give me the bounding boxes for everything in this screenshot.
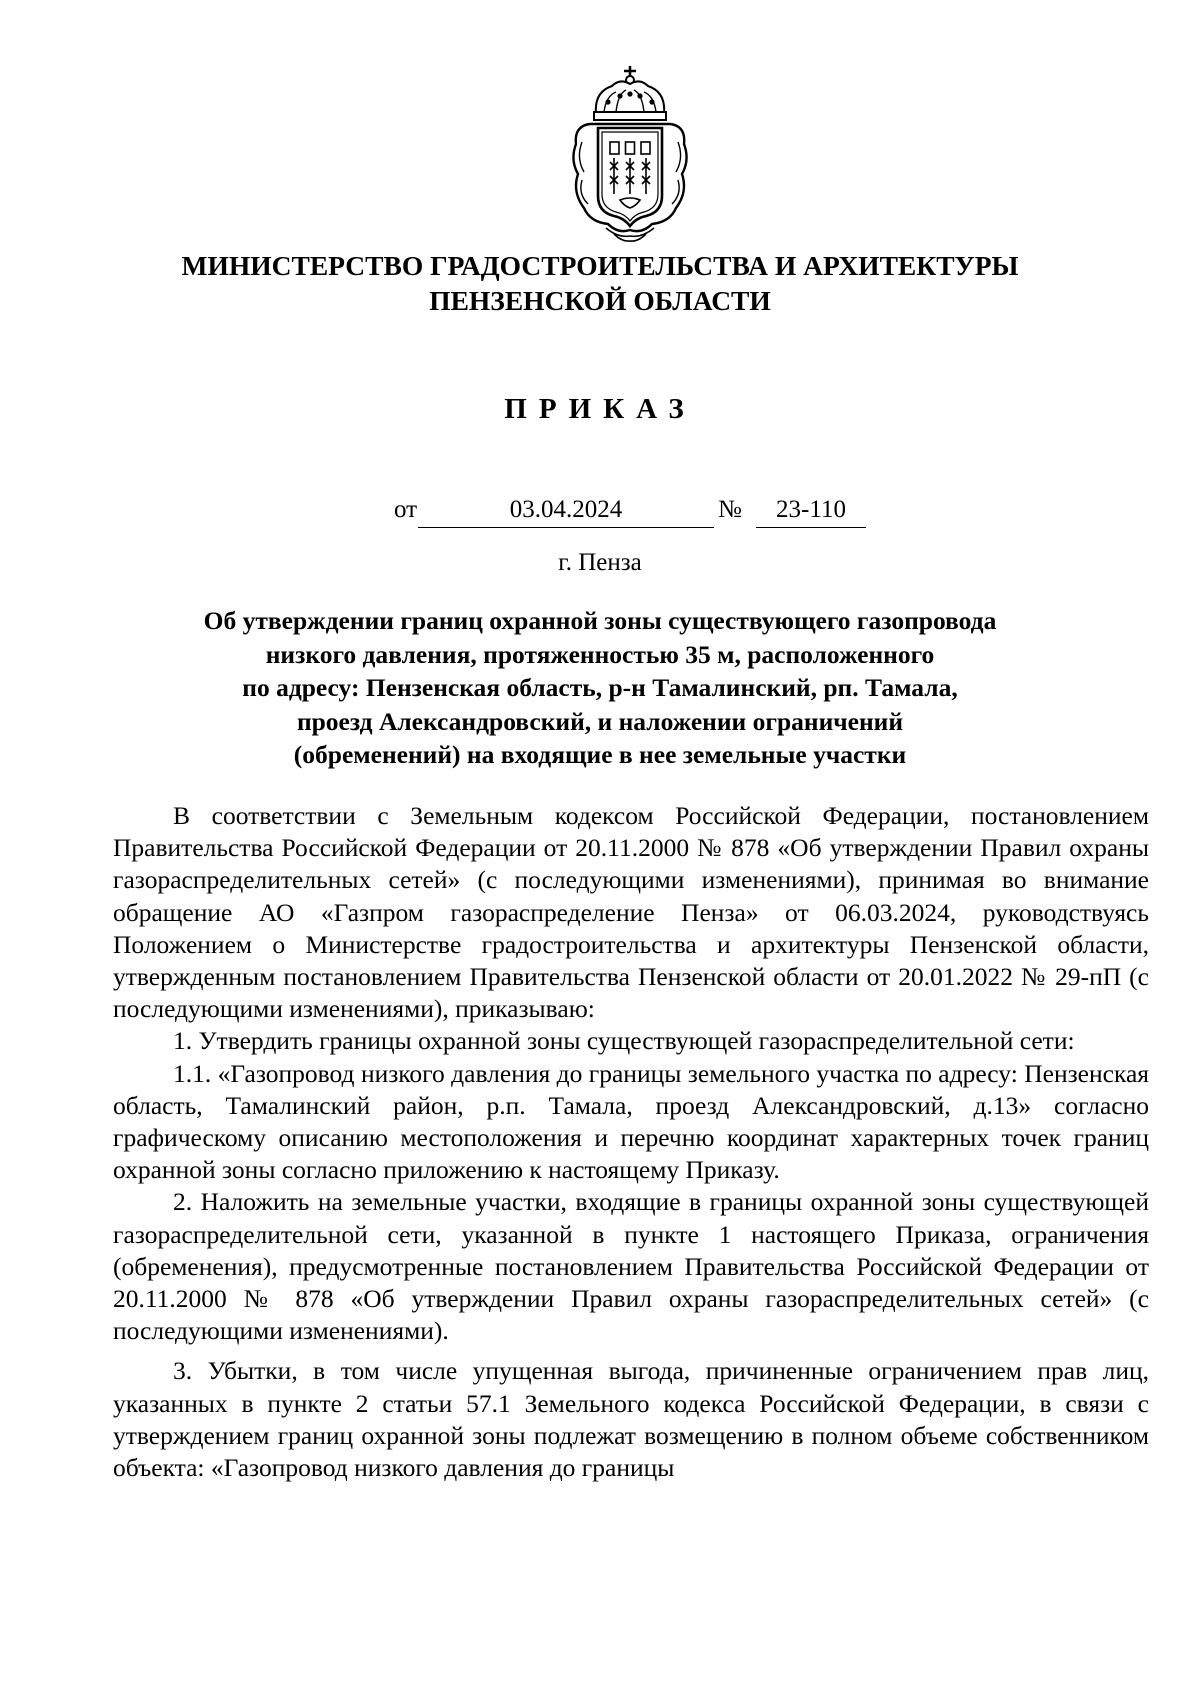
subject-line3: по адресу: Пензенская область, р-н Тамалинский, рп. Тамала, bbox=[242, 673, 958, 702]
order-body bbox=[113, 800, 1149, 1484]
subject-line4: проезд Александровский, и наложении ограничений bbox=[296, 706, 904, 736]
order-subject bbox=[120, 604, 1080, 772]
date-prefix-label: от bbox=[394, 496, 418, 523]
order-number: 23-110 bbox=[756, 496, 866, 528]
item-1-paragraph: 1. Утвердить границы охранной зоны существующей газораспределительной сети: bbox=[173, 1026, 1075, 1056]
ministry-name bbox=[0, 248, 1200, 318]
subject-line2: низкого давления, протяженностью 35 м, расположенного bbox=[265, 639, 935, 669]
preamble-paragraph: В соответствии с Земельным кодексом Российской Федерации, постановлением Правительства Российской Федерации от 20.11.2000 № 878 «Об утверждении Правил охраны газораспределительных сетей» (с последующими изменениями), принимая во внимание обращение АО «Газпром газораспределение Пенза» от 06.03.2024, руководствуясь Положением о Министерстве градостроительства и архитектуры Пензенской области, утвержденным постановлением Правительства Пензенской области от 20.01.2022 № 29-пП (с последующими изменениями), приказываю: bbox=[113, 801, 1149, 1024]
subject-line5: (обременений) на входящие в нее земельные участки bbox=[293, 740, 907, 769]
coat-of-arms-icon bbox=[560, 62, 700, 244]
subject-line1: Об утверждении границ охранной зоны существующего газопровода bbox=[203, 606, 997, 635]
ministry-name-line1: МИНИСТЕРСТВО ГРАДОСТРОИТЕЛЬСТВА И АРХИТЕКТУРЫ bbox=[181, 250, 1019, 281]
ministry-name-line2: ПЕНЗЕНСКОЙ ОБЛАСТИ bbox=[429, 285, 771, 316]
order-date: 03.04.2024 bbox=[418, 496, 714, 528]
item-2-paragraph: 2. Наложить на земельные участки, входящие в границы охранной зоны существующей газораспределительной сети, указанной в пункте 1 настоящего Приказа, ограничения (обременения), предусмотренные постановлением Правительства Российской Федерации от 20.11.2000 № 878 «Об утверждении Правил охраны газораспределительных сетей» (с последующими изменениями). bbox=[113, 1187, 1149, 1346]
order-title: ПРИКАЗ bbox=[504, 393, 696, 425]
order-city: г. Пенза bbox=[558, 549, 642, 576]
number-prefix-label: № bbox=[718, 496, 742, 523]
item-3-paragraph: 3. Убытки, в том числе упущенная выгода, причиненные ограничением прав лиц, указанных в пункте 2 статьи 57.1 Земельного кодекса Российской Федерации, в связи с утверждением границ охранной зоны подлежат возмещению в полном объеме собственником объекта: «Газопровод низкого давления до границы bbox=[113, 1356, 1149, 1483]
order-date-number-line bbox=[0, 496, 1200, 530]
item-1-1-paragraph: 1.1. «Газопровод низкого давления до границы земельного участка по адресу: Пензенская область, Тамалинский район, р.п. Тамала, проезд Александровский, д.13» согласно графическому описанию местоположения и перечню координат характерных точек границ охранной зоны согласно приложению к настоящему Приказу. bbox=[113, 1058, 1149, 1185]
